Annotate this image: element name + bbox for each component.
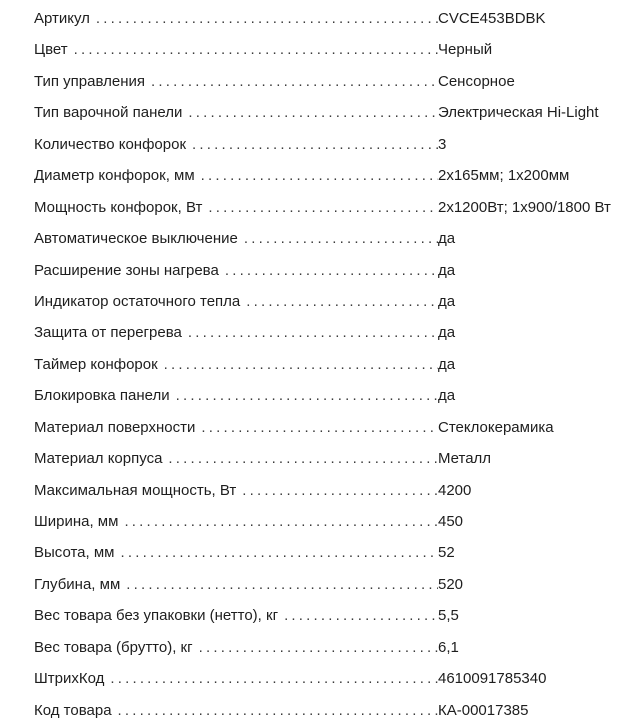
dot-leader	[151, 66, 438, 97]
spec-value: 2x165мм; 1x200мм	[438, 167, 570, 185]
spec-label: Вес товара (брутто), кг	[34, 632, 199, 663]
dot-leader	[225, 255, 438, 286]
dot-leader	[110, 663, 438, 694]
dot-leader	[168, 443, 438, 474]
dot-leader	[124, 506, 438, 537]
dot-leader	[120, 537, 438, 568]
spec-value: да	[438, 387, 456, 405]
spec-row-auto-shutoff	[0, 223, 631, 254]
spec-value: да	[438, 261, 456, 279]
spec-label: Блокировка панели	[34, 380, 176, 411]
spec-label: Материал поверхности	[34, 412, 201, 443]
spec-value: Сенсорное	[438, 72, 515, 90]
dot-leader	[164, 349, 438, 380]
spec-row-timer	[0, 349, 631, 380]
dot-leader	[242, 475, 438, 506]
dot-leader	[126, 569, 438, 600]
spec-row-width	[0, 506, 631, 537]
spec-value: 52	[438, 544, 455, 562]
spec-value: 4610091785340	[438, 670, 547, 688]
spec-row-body-material	[0, 443, 631, 474]
spec-row-max-power	[0, 475, 631, 506]
spec-label: Вес товара без упаковки (нетто), кг	[34, 600, 284, 631]
spec-value: 4200	[438, 481, 472, 499]
spec-row-gross-weight	[0, 632, 631, 663]
spec-row-net-weight	[0, 600, 631, 631]
dot-leader	[246, 286, 438, 317]
dot-leader	[208, 192, 438, 223]
spec-row-hob-type	[0, 97, 631, 128]
spec-label: ШтрихКод	[34, 663, 110, 694]
spec-label: Ширина, мм	[34, 506, 124, 537]
spec-row-color	[0, 34, 631, 65]
spec-label: Расширение зоны нагрева	[34, 255, 225, 286]
spec-label: Автоматическое выключение	[34, 223, 244, 254]
spec-value: Стеклокерамика	[438, 418, 554, 436]
dot-leader	[201, 160, 438, 191]
spec-label: Тип варочной панели	[34, 97, 188, 128]
spec-row-burner-power	[0, 192, 631, 223]
spec-value: 3	[438, 135, 447, 153]
spec-row-overheat-protection	[0, 317, 631, 348]
spec-value: 2x1200Вт; 1x900/1800 Вт	[438, 198, 611, 216]
dot-leader	[192, 129, 438, 160]
spec-row-barcode	[0, 663, 631, 694]
spec-label: Высота, мм	[34, 537, 120, 568]
spec-value: да	[438, 355, 456, 373]
spec-label: Защита от перегрева	[34, 317, 188, 348]
spec-label: Количество конфорок	[34, 129, 192, 160]
spec-label: Индикатор остаточного тепла	[34, 286, 246, 317]
spec-label: Тип управления	[34, 66, 151, 97]
spec-label: Цвет	[34, 34, 74, 65]
dot-leader	[284, 600, 438, 631]
spec-value: 6,1	[438, 638, 459, 656]
spec-value: КА-00017385	[438, 701, 529, 719]
dot-leader	[188, 97, 438, 128]
spec-value: Металл	[438, 450, 492, 468]
dot-leader	[244, 223, 438, 254]
dot-leader	[118, 695, 438, 726]
dot-leader	[188, 317, 438, 348]
spec-value: да	[438, 230, 456, 248]
spec-row-control-type	[0, 66, 631, 97]
spec-row-article	[0, 3, 631, 34]
dot-leader	[201, 412, 438, 443]
spec-value: да	[438, 324, 456, 342]
dot-leader	[96, 3, 438, 34]
dot-leader	[199, 632, 438, 663]
dot-leader	[176, 380, 438, 411]
spec-label: Диаметр конфорок, мм	[34, 160, 201, 191]
spec-label: Глубина, мм	[34, 569, 126, 600]
spec-value: Черный	[438, 41, 493, 59]
spec-row-surface-material	[0, 412, 631, 443]
spec-value: да	[438, 292, 456, 310]
spec-row-depth	[0, 569, 631, 600]
spec-label: Код товара	[34, 695, 118, 726]
spec-value: 450	[438, 513, 464, 530]
spec-value: CVCE453BDBK	[438, 10, 546, 27]
spec-label: Материал корпуса	[34, 443, 168, 474]
spec-label: Артикул	[34, 3, 96, 34]
spec-value: Электрическая Hi-Light	[438, 104, 599, 122]
spec-row-burner-count	[0, 129, 631, 160]
spec-label: Мощность конфорок, Вт	[34, 192, 208, 223]
spec-row-residual-heat	[0, 286, 631, 317]
spec-value: 520	[438, 575, 464, 593]
spec-label: Таймер конфорок	[34, 349, 164, 380]
spec-label: Максимальная мощность, Вт	[34, 475, 242, 506]
spec-row-panel-lock	[0, 380, 631, 411]
spec-value: 5,5	[438, 607, 459, 625]
spec-row-zone-extension	[0, 255, 631, 286]
spec-row-product-code	[0, 695, 631, 726]
dot-leader	[74, 34, 438, 65]
spec-row-burner-diameter	[0, 160, 631, 191]
spec-row-height	[0, 537, 631, 568]
